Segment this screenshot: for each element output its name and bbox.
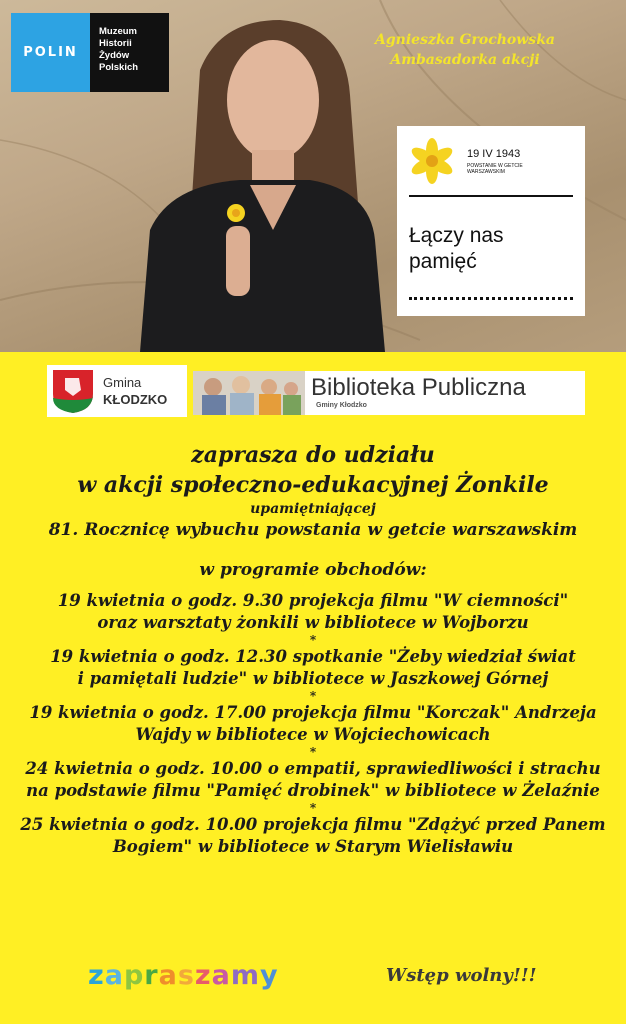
event-line: 25 kwietnia o godz. 10.00 projekcja filmu "Zdążyć przed Panem — [20, 815, 606, 834]
intro-line: upamiętniającej — [250, 501, 376, 517]
library-photo — [193, 371, 305, 415]
zapraszamy-letter: z — [194, 960, 212, 991]
library-subname: Gminy Kłodzko — [316, 402, 367, 409]
event-line: 19 kwietnia o godz. 9.30 projekcja filmu "W ciemności" — [57, 591, 569, 610]
ambassador-photo — [140, 20, 385, 352]
zapraszamy-letter: r — [144, 960, 159, 991]
separator: * — [309, 801, 317, 815]
polin-logo-mark: POLIN — [11, 13, 90, 92]
separator: * — [309, 633, 317, 647]
zapraszamy-text — [88, 960, 279, 991]
event-item — [0, 702, 626, 746]
card-dotted-line — [409, 297, 573, 300]
zapraszamy-letter: p — [123, 960, 145, 991]
daffodil-pin — [227, 204, 245, 222]
event-item — [0, 814, 626, 858]
gmina-city: KŁODZKO — [103, 392, 168, 407]
event-item — [0, 646, 626, 690]
library-name: Biblioteka Publiczna — [311, 374, 526, 401]
museum-line: Historii — [99, 38, 132, 49]
event-line: oraz warsztaty żonkili w bibliotece w Wojborzu — [97, 613, 529, 632]
card-slogan — [409, 223, 504, 275]
zapraszamy-letter: y — [260, 960, 279, 991]
zapraszamy-letter: a — [211, 960, 231, 991]
card-date: 19 IV 1943 — [467, 148, 521, 160]
zapraszamy-letter: z — [88, 960, 105, 991]
ambassador-caption — [360, 30, 570, 70]
event-line: na podstawie filmu "Pamięć drobinek" w bibliotece w Żelaźnie — [26, 781, 600, 800]
hero-banner — [0, 0, 626, 352]
intro-line: w akcji społeczno-edukacyjnej Żonkile — [77, 472, 549, 498]
gmina-klodzko-logo — [47, 365, 187, 417]
daffodil-icon — [407, 136, 457, 186]
zapraszamy-letter: s — [177, 960, 195, 991]
gmina-label: Gmina — [103, 375, 142, 390]
gmina-name — [103, 374, 167, 408]
separator: * — [309, 745, 317, 759]
intro-line: zaprasza do udziału — [191, 442, 435, 468]
event-line: i pamiętali ludzie" w bibliotece w Jaszkowej Górnej — [77, 669, 549, 688]
slogan-line: pamięć — [409, 250, 477, 273]
polin-museum-logo — [11, 13, 169, 92]
event-line: Wajdy w bibliotece w Wojciechowicach — [135, 725, 491, 744]
intro-line: 81. Rocznicę wybuchu powstania w getcie warszawskim — [48, 520, 578, 540]
event-item — [0, 758, 626, 802]
separator: * — [309, 689, 317, 703]
event-line: 19 kwietnia o godz. 12.30 spotkanie "Żeby wiedział świat — [50, 647, 576, 666]
free-entry-text: Wstęp wolny!!! — [386, 965, 537, 986]
card-subtitle: POWSTANIE W GETCIE WARSZAWSKIM — [467, 163, 523, 175]
museum-line: Żydów — [99, 50, 130, 61]
museum-line: Muzeum — [99, 26, 137, 37]
card-divider — [409, 195, 573, 197]
event-item — [0, 590, 626, 634]
campaign-card — [397, 126, 585, 316]
event-line: 24 kwietnia o godz. 10.00 o empatii, sprawiedliwości i strachu — [25, 759, 601, 778]
biblioteka-logo — [193, 371, 585, 415]
slogan-line: Łączy nas — [409, 224, 504, 247]
zapraszamy-letter: a — [104, 960, 124, 991]
museum-name — [90, 13, 169, 92]
event-line: Bogiem" w bibliotece w Starym Wielisławiu — [112, 837, 514, 856]
invitation-text — [0, 440, 626, 858]
zapraszamy-letter: a — [158, 960, 178, 991]
program-heading: w programie obchodów: — [199, 560, 427, 580]
event-line: 19 kwietnia o godz. 17.00 projekcja filmu "Korczak" Andrzeja — [29, 703, 597, 722]
coat-of-arms-icon — [51, 368, 95, 414]
ambassador-name: Agnieszka Grochowska — [375, 32, 555, 48]
museum-line: Polskich — [99, 62, 139, 73]
zapraszamy-letter: m — [230, 960, 261, 991]
ambassador-role: Ambasadorka akcji — [390, 52, 540, 68]
